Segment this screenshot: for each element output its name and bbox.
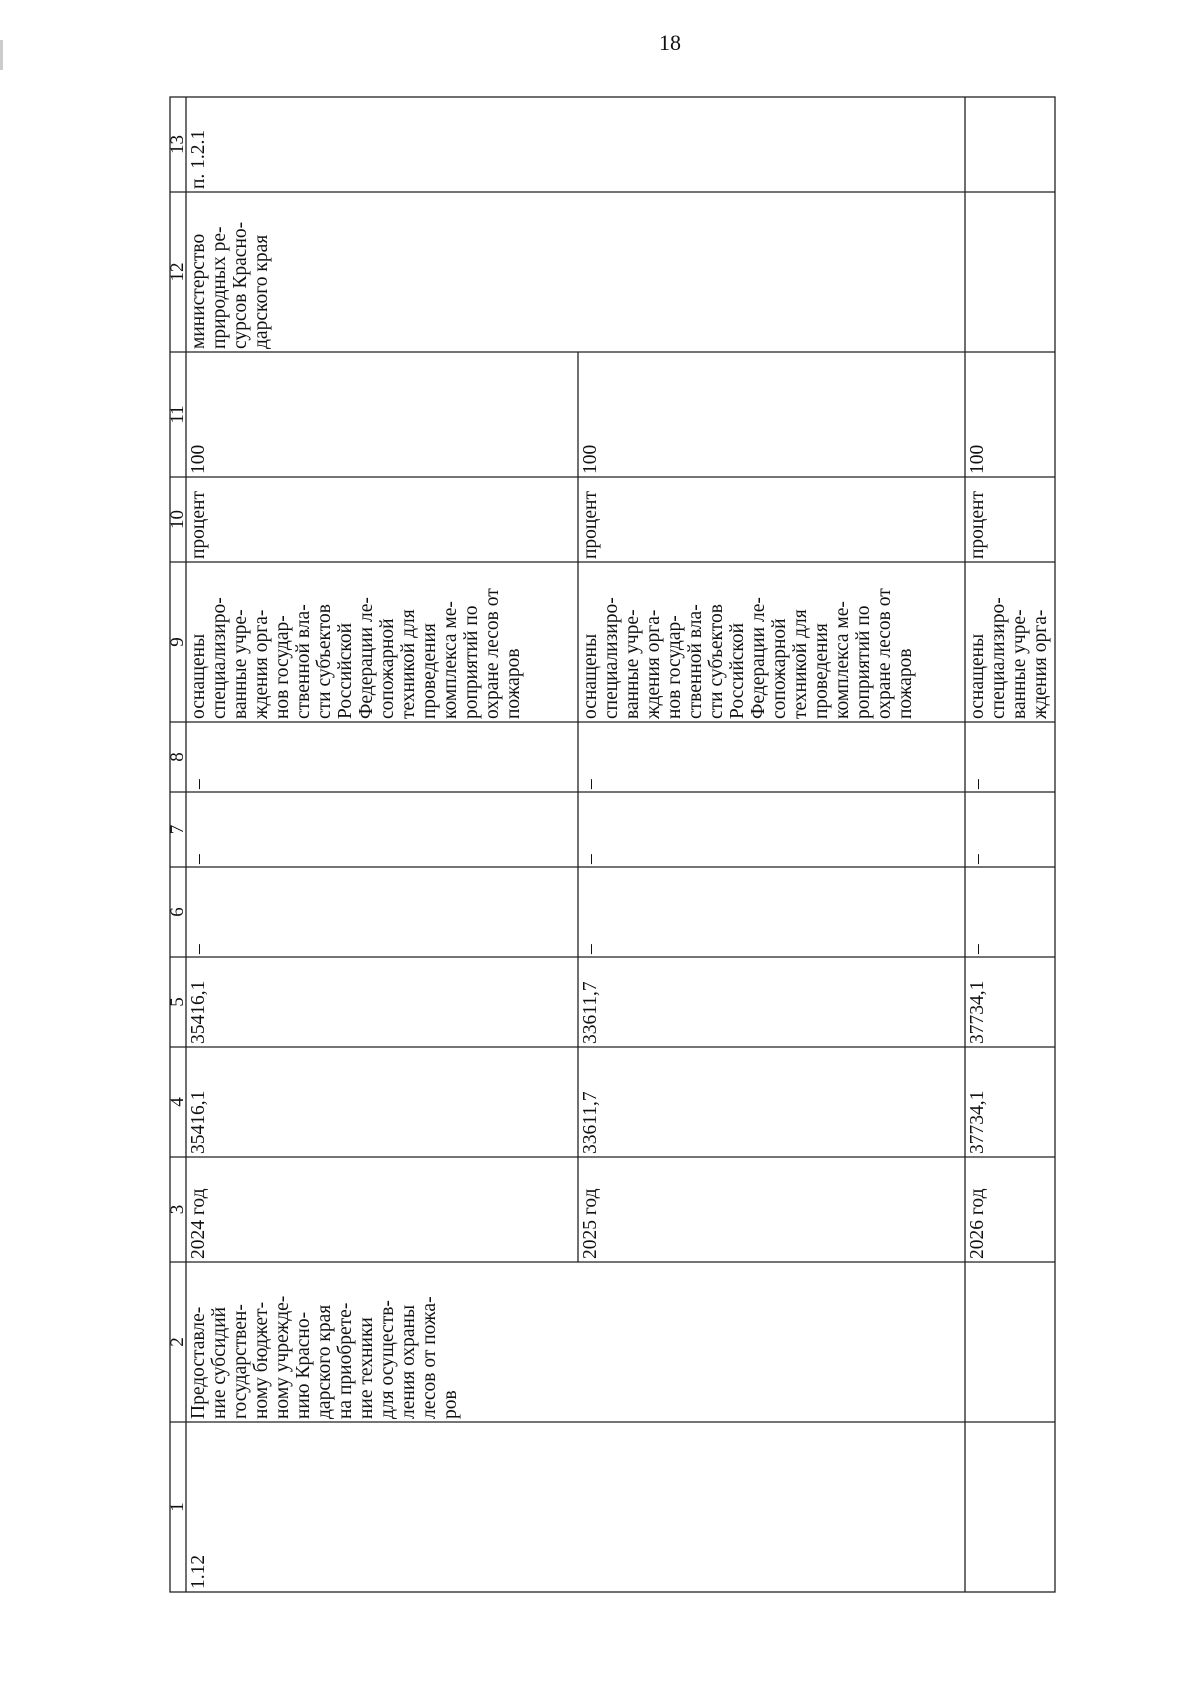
year-cell-2024: 2024 год [188,1188,209,1259]
header-col-4: 4 [167,1097,188,1107]
header-col-7: 7 [167,824,188,835]
col5-cell-2024: 35416,1 [188,980,209,1044]
rotated-table [167,97,1055,1592]
col6-cell-2024: – [188,944,209,954]
col5-cell-2026: 37734,1 [967,980,988,1044]
header-col-5: 5 [167,997,188,1007]
col7-cell-2026: – [967,854,988,864]
executor-cell: министерство природных ре- сурсов Красно- дарского края [188,221,272,349]
total-cell-2026: 37734,1 [967,1090,988,1154]
unit-cell-2024: процент [188,491,209,559]
result-cell-2026: оснащены специализиро- ванные учре- ждения орга- [967,597,1051,719]
col6-cell-2025: – [580,944,601,954]
page-number: 18 [659,30,681,55]
col8-cell-2025: – [580,779,601,789]
year-cell-2025: 2025 год [580,1188,601,1259]
unit-cell-2026: процент [967,491,988,559]
header-col-6: 6 [167,907,188,917]
col6-cell-2026: – [967,944,988,954]
description-cell: Предоставле- ние субсидий государствен- ному бюджет- ному учрежде- нию Красно- дарского края на приобрете- ние техники для осуществ- ления охраны лесов от пожа- ров [188,1295,461,1419]
header-col-1: 1 [167,1502,188,1512]
value-cell-2024: 100 [188,444,209,474]
header-col-8: 8 [167,752,188,762]
total-cell-2024: 35416,1 [188,1090,209,1154]
result-cell-2025: оснащены специализиро- ванные учре- ждения орга- нов государ- ственной вла- сти субъектов Российской Федерации ле- сопожарной техникой для проведения комплекса ме- роприятий по охране лесов от пожаров [580,588,916,719]
item-number-cell: 1.12 [188,1554,209,1589]
col5-cell-2025: 33611,7 [580,981,601,1044]
header-col-9: 9 [167,637,188,647]
result-cell-2024: оснащены специализиро- ванные учре- ждения орга- нов государ- ственной вла- сти субъектов Российской Федерации ле- сопожарной техникой для проведения комплекса ме- роприятий по охране лесов от пожаров [188,588,524,719]
reference-cell: п. 1.2.1 [188,129,209,189]
col8-cell-2024: – [188,779,209,789]
header-col-2: 2 [167,1337,188,1347]
header-col-12: 12 [167,262,188,282]
value-cell-2026: 100 [967,444,988,474]
unit-cell-2025: процент [580,491,601,559]
col7-cell-2024: – [188,854,209,864]
year-cell-2026: 2026 год [967,1188,988,1259]
header-col-3: 3 [167,1204,188,1215]
total-cell-2025: 33611,7 [580,1091,601,1154]
header-col-10: 10 [167,510,188,529]
header-col-11: 11 [167,405,188,424]
value-cell-2025: 100 [580,444,601,474]
col8-cell-2026: – [967,779,988,789]
header-col-13: 13 [167,135,188,154]
col7-cell-2025: – [580,854,601,864]
